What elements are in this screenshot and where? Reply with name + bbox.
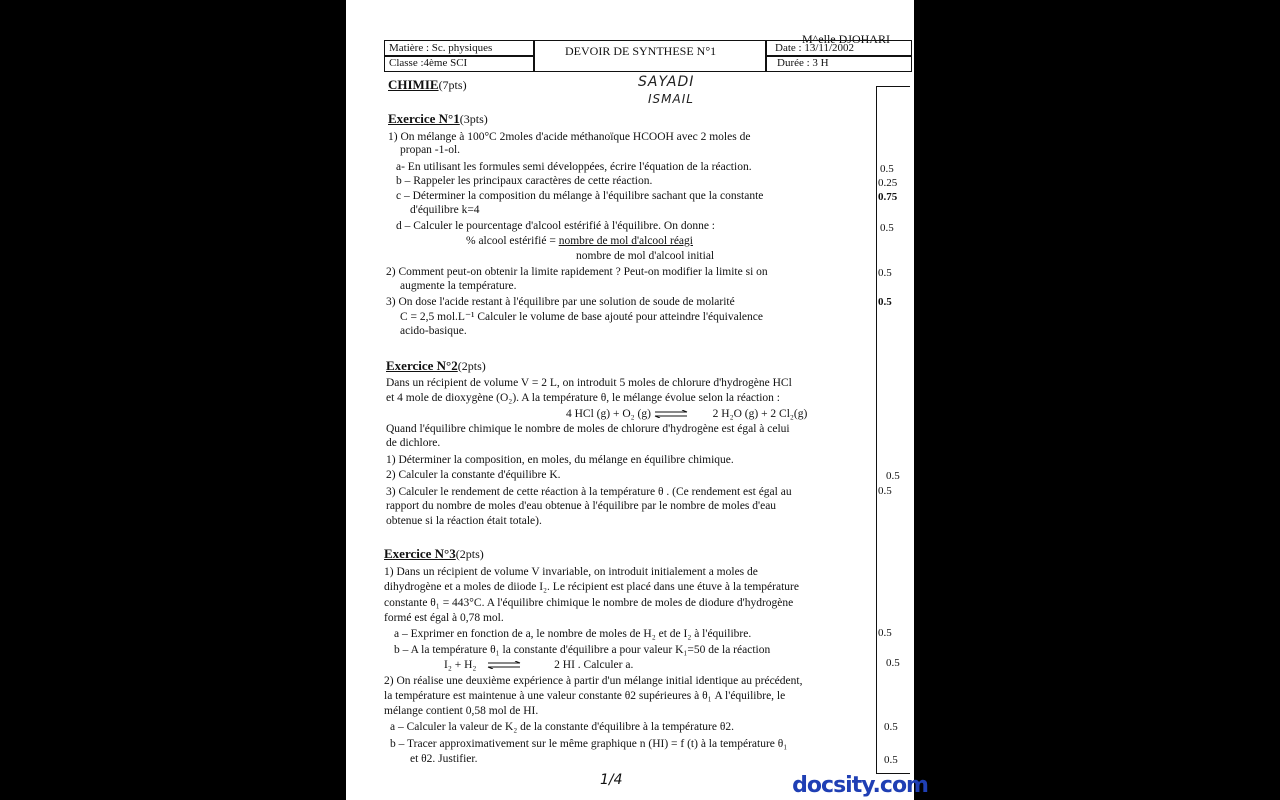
- exam-date: Date : 13/11/2002: [775, 42, 855, 54]
- ex1-line: 2) Comment peut-on obtenir la limite rapidement ? Peut-on modifier la limite si on: [386, 266, 768, 278]
- ex1-line: propan -1-ol.: [400, 144, 461, 156]
- handwritten-name-2: ISMAIL: [648, 92, 694, 106]
- ex2-line: et 4 mole de dioxygène (O₂). A la température θ, le mélange évolue selon la réaction :: [386, 392, 780, 404]
- ex2-line: Quand l'équilibre chimique le nombre de moles de chlorure d'hydrogène est égal à celui: [386, 423, 790, 435]
- ex1-line: b – Rappeler les principaux caractères de cette réaction.: [396, 175, 653, 187]
- ex1-line: acido-basique.: [400, 325, 467, 337]
- exercise-1-title: Exercice N°1(3pts): [388, 111, 488, 126]
- header-table: [384, 40, 912, 72]
- score-value: 0.25: [878, 177, 898, 189]
- ex2-line: obtenue si la réaction était totale).: [386, 515, 542, 527]
- header-divider: [765, 41, 767, 71]
- ex2-line: rapport du nombre de moles d'eau obtenue à l'équilibre par le nombre de moles d'eau: [386, 500, 777, 512]
- ex3-line: la température est maintenue à une valeur constante θ2 supérieures à θ₁ A l'équilibre, le: [384, 690, 786, 702]
- exercise-2-title: Exercice N°2(2pts): [386, 358, 486, 373]
- handwritten-name-1: SAYADI: [638, 74, 695, 90]
- ex3-line: constante θ₁ = 443°C. A l'équilibre chimique le nombre de moles de diodure d'hydrogène: [384, 597, 794, 609]
- score-value: 0.5: [884, 754, 898, 766]
- ex1-line: augmente la température.: [400, 280, 517, 292]
- score-value: 0.5: [880, 222, 894, 234]
- exam-title: DEVOIR DE SYNTHESE N°1: [565, 44, 717, 58]
- ex3-line: a – Calculer la valeur de K₂ de la constante d'équilibre à la température θ2.: [390, 721, 734, 733]
- ex3-line: b – Tracer approximativement sur le même graphique n (HI) = f (t) à la température θ₁: [390, 738, 788, 750]
- teacher-name: M^elle DJOHARI: [802, 32, 890, 46]
- ex2-line: 3) Calculer le rendement de cette réaction à la température θ . (Ce rendement est égal au: [386, 486, 792, 498]
- ex3-line: 1) Dans un récipient de volume V invariable, on introduit initialement a moles de: [384, 566, 758, 578]
- exercise-3-title: Exercice N°3(2pts): [384, 546, 484, 561]
- ex3-line: dihydrogène et a moles de diiode I₂. Le récipient est placé dans une étuve à la température: [384, 581, 799, 593]
- ex1-line: d'équilibre k=4: [410, 204, 480, 216]
- ex2-line: 1) Déterminer la composition, en moles, du mélange en équilibre chimique.: [386, 454, 734, 466]
- ex1-line: a- En utilisant les formules semi développées, écrire l'équation de la réaction.: [396, 161, 752, 173]
- ex1-line: nombre de mol d'alcool initial: [576, 250, 715, 262]
- score-value: 0.5: [880, 163, 894, 175]
- equilibrium-arrow-icon: [654, 410, 688, 418]
- ex1-line: C = 2,5 mol.L⁻¹ Calculer le volume de base ajouté pour atteindre l'équivalence: [400, 311, 763, 323]
- page-number: 1/4: [600, 772, 623, 788]
- ex2-line: de dichlore.: [386, 437, 441, 449]
- ex3-line: 2) On réalise une deuxième expérience à partir d'un mélange initial identique au précédent,: [384, 675, 803, 687]
- subject-label: Matière : Sc. physiques: [389, 42, 493, 54]
- score-value: 0.75: [878, 191, 898, 203]
- score-value: 0.5: [878, 296, 892, 308]
- ex3-line: formé est égal à 0,78 mol.: [384, 612, 504, 624]
- ex3-line: a – Exprimer en fonction de a, le nombre de moles de H₂ et de I₂ à l'équilibre.: [394, 628, 752, 640]
- equilibrium-arrow-icon: [487, 661, 521, 669]
- ex1-line: d – Calculer le pourcentage d'alcool estérifié à l'équilibre. On donne :: [396, 220, 715, 232]
- score-value: 0.5: [886, 470, 900, 482]
- ex3-equation: I₂ + H₂ 2 HI . Calculer a.: [444, 659, 634, 671]
- score-value: 0.5: [886, 657, 900, 669]
- ex2-line: 2) Calculer la constante d'équilibre K.: [386, 469, 561, 481]
- score-column: [876, 86, 910, 774]
- section-title: CHIMIE(7pts): [388, 77, 467, 92]
- score-value: 0.5: [884, 721, 898, 733]
- ex3-line: mélange contient 0,58 mol de HI.: [384, 705, 539, 717]
- exam-duration: Durée : 3 H: [777, 57, 829, 69]
- header-divider: [533, 41, 535, 71]
- ex1-line: c – Déterminer la composition du mélange à l'équilibre sachant que la constante: [396, 190, 764, 202]
- class-label: Classe :4ème SCI: [389, 57, 468, 69]
- ex1-formula: % alcool estérifié = nombre de mol d'alcool réagi: [466, 235, 693, 247]
- ex2-line: Dans un récipient de volume V = 2 L, on introduit 5 moles de chlorure d'hydrogène HCl: [386, 377, 792, 389]
- score-value: 0.5: [878, 267, 892, 279]
- score-value: 0.5: [878, 485, 892, 497]
- ex3-line: b – A la température θ₁ la constante d'équilibre a pour valeur K₁=50 de la réaction: [394, 644, 771, 656]
- ex3-line: et θ2. Justifier.: [410, 753, 478, 765]
- ex1-line: 3) On dose l'acide restant à l'équilibre par une solution de soude de molarité: [386, 296, 735, 308]
- ex1-line: 1) On mélange à 100°C 2moles d'acide méthanoïque HCOOH avec 2 moles de: [388, 131, 751, 143]
- exam-sheet: [346, 0, 914, 800]
- watermark-logo: docsity.com: [792, 773, 928, 798]
- score-value: 0.5: [878, 627, 892, 639]
- ex2-equation: 4 HCl (g) + O₂ (g) 2 H₂O (g) + 2 Cl₂(g): [566, 408, 808, 420]
